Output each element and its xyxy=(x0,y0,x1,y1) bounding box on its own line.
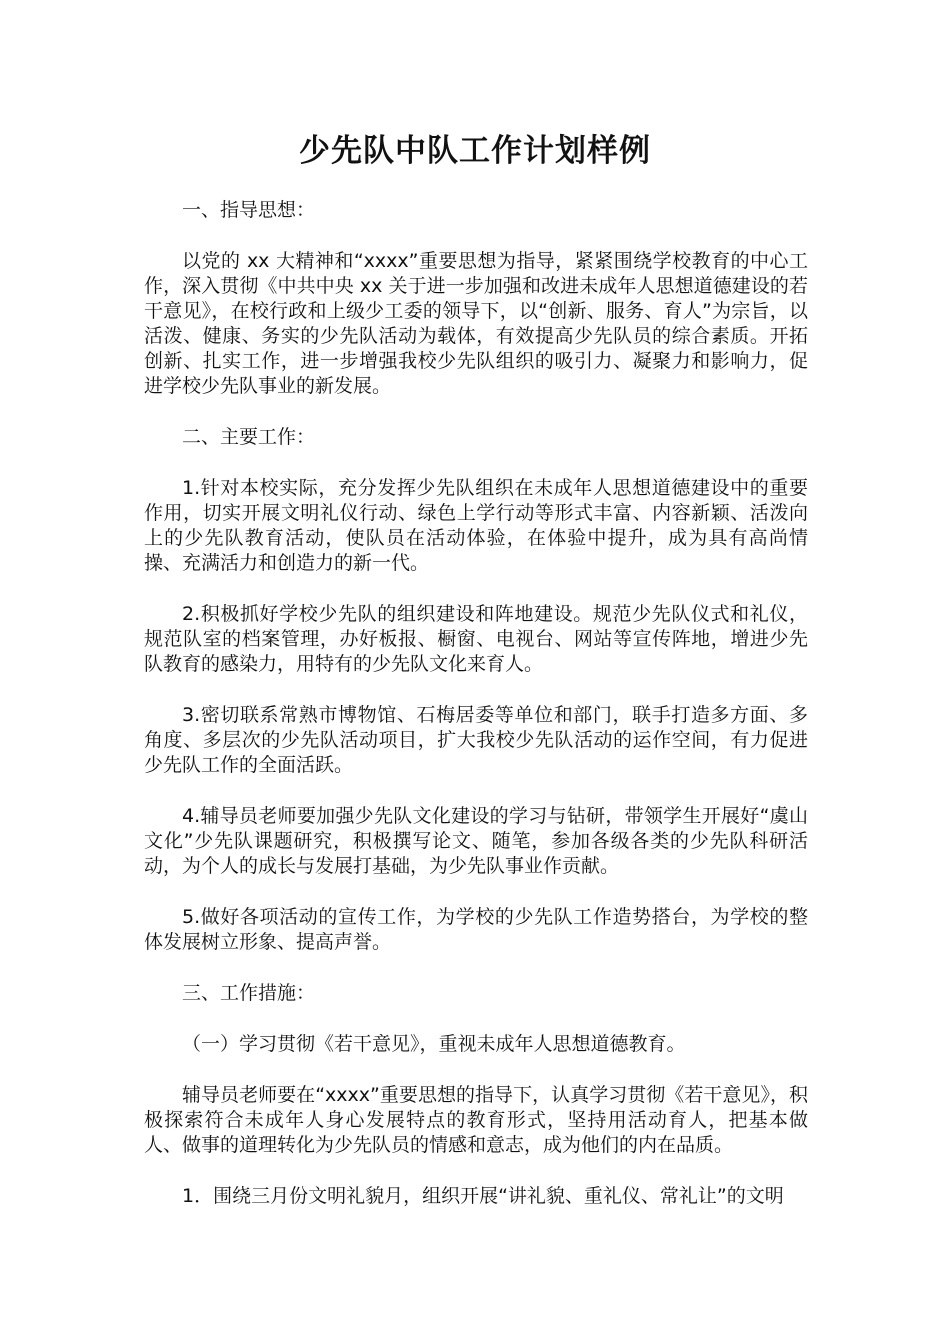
paragraph-main-work-4: 4.辅导员老师要加强少先队文化建设的学习与钻研，带领学生开展好“虞山文化”少先队课题研究，积极撰写论文、随笔，参加各级各类的少先队科研活动，为个人的成长与发展打基础，为少先队事业作贡献。 xyxy=(144,805,808,877)
paragraph-main-work-5: 5.做好各项活动的宣传工作，为学校的少先队工作造势搭台，为学校的整体发展树立形象、提高声誉。 xyxy=(144,906,808,953)
paragraph-measures-1: 1．围绕三月份文明礼貌月，组织开展“讲礼貌、重礼仪、常礼让”的文明 xyxy=(182,1185,784,1207)
document-title: 少先队中队工作计划样例 xyxy=(299,133,651,169)
section-heading-guiding-thought: 一、指导思想： xyxy=(182,199,316,221)
paragraph-main-work-1: 1.针对本校实际，充分发挥少先队组织在未成年人思想道德建设中的重要作用，切实开展文明礼仪行动、绿色上学行动等形式丰富、内容新颖、活泼向上的少先队教育活动，使队员在活动体验，在体验中提升，成为具有高尚情操、充满活力和创造力的新一代。 xyxy=(144,477,808,574)
paragraph-main-work-3: 3.密切联系常熟市博物馆、石梅居委等单位和部门，联手打造多方面、多角度、多层次的少先队活动项目，扩大我校少先队活动的运作空间，有力促进少先队工作的全面活跃。 xyxy=(144,704,808,776)
paragraph-measures-intro: 辅导员老师要在“xxxx”重要思想的指导下，认真学习贯彻《若干意见》，积极探索符合未成年人身心发展特点的教育形式，坚持用活动育人，把基本做人、做事的道理转化为少先队员的情感和意志，成为他们的内在品质。 xyxy=(144,1084,808,1156)
paragraph-guiding-thought: 以党的 xx 大精神和“xxxx”重要思想为指导，紧紧围绕学校教育的中心工作，深入贯彻《中共中央 xx 关于进一步加强和改进未成年人思想道德建设的若干意见》，在校行政和上级少工委的领导下，以“创新、服务、育人”为宗旨，以活泼、健康、务实的少先队活动为载体，有效提高少先队员的综合素质。开拓创新、扎实工作，进一步增强我校少先队组织的吸引力、凝聚力和影响力，促进学校少先队事业的新发展。 xyxy=(144,250,808,397)
document-body xyxy=(144,198,808,1235)
section-heading-measures: 三、工作措施： xyxy=(182,982,316,1004)
subsection-heading-study: （一）学习贯彻《若干意见》，重视未成年人思想道德教育。 xyxy=(182,1033,686,1055)
paragraph-main-work-2: 2.积极抓好学校少先队的组织建设和阵地建设。规范少先队仪式和礼仪，规范队室的档案管理，办好板报、橱窗、电视台、网站等宣传阵地，增进少先队教育的感染力，用特有的少先队文化来育人。 xyxy=(144,603,808,675)
section-heading-main-work: 二、主要工作： xyxy=(182,426,316,448)
